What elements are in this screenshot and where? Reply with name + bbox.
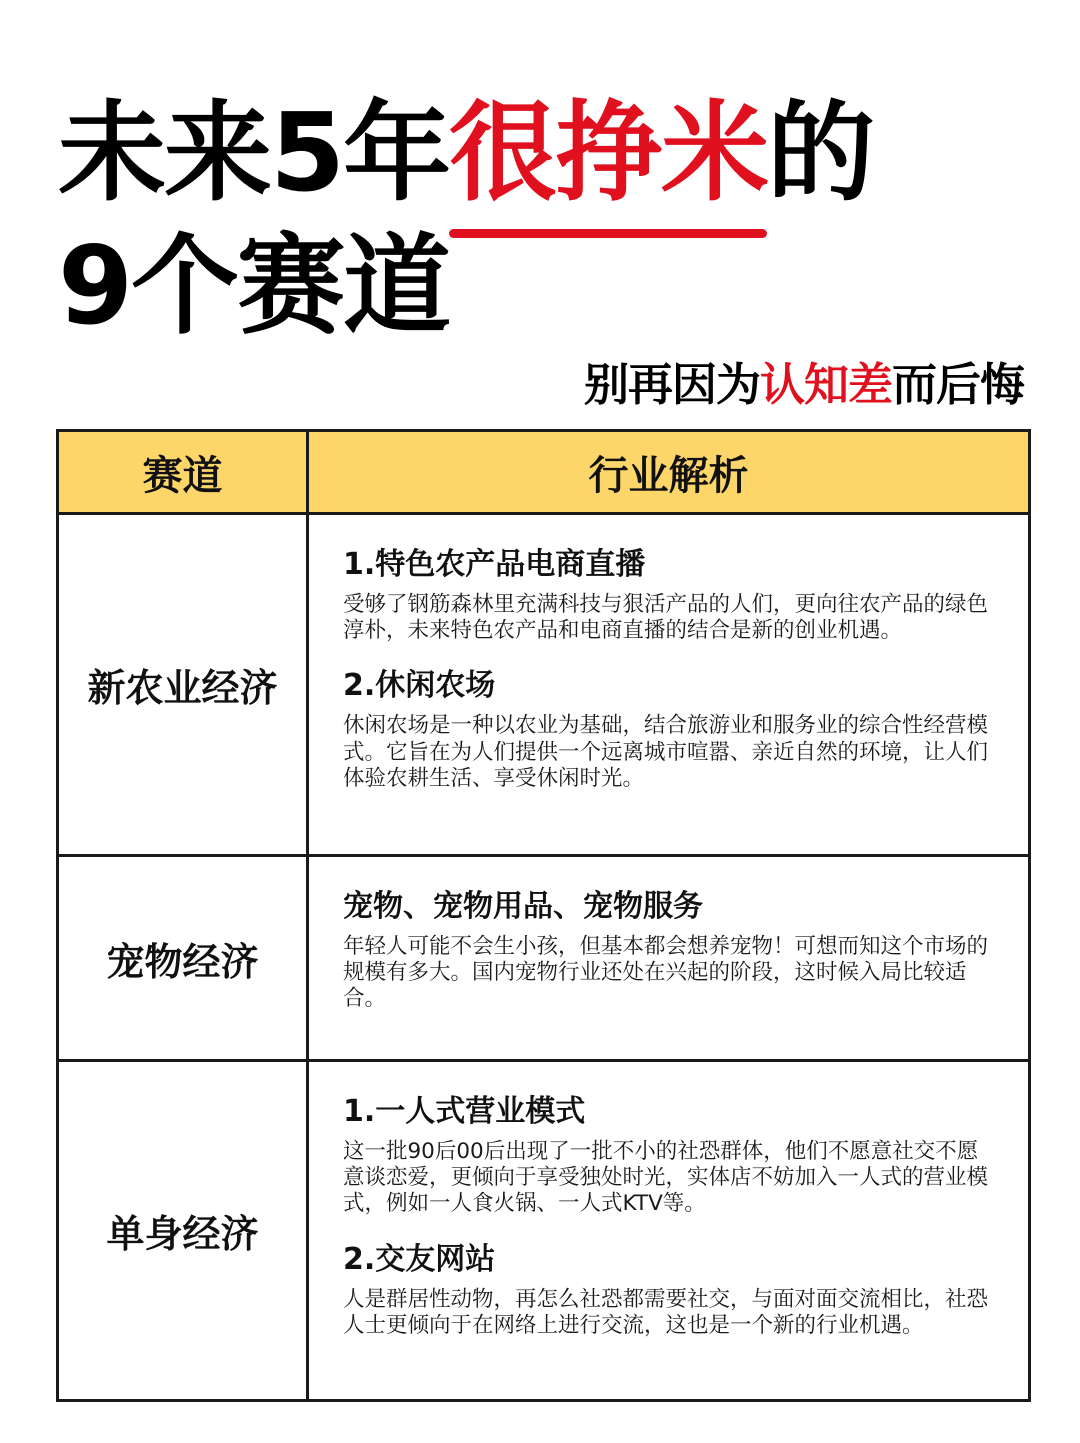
- industry-table: [56, 429, 1031, 1402]
- item-body: 年轻人可能不会生小孩，但基本都会想养宠物！可想而知这个市场的规模有多大。国内宠物行业还处在兴起的阶段，这时候入局比较适合。: [343, 934, 989, 1012]
- item-title: 1.一人式营业模式: [343, 1094, 586, 1129]
- analysis-item: [343, 1092, 996, 1218]
- header-track: 赛道: [58, 431, 308, 514]
- table-row: [58, 1061, 1030, 1401]
- title-prefix: 未来5年: [58, 91, 450, 216]
- item-title: 1.特色农产品电商直播: [343, 547, 646, 582]
- item-body: 这一批90后00后出现了一批不小的社恐群体，他们不愿意社交不愿意谈恋爱，更倾向于享受独处时光，实体店不妨加入一人式的营业模式，例如一人食火锅、一人式KTV等。: [343, 1139, 989, 1217]
- title-highlight-text: 很挣米: [449, 91, 768, 216]
- title-suffix: 的: [767, 91, 874, 216]
- item-body: 休闲农场是一种以农业为基础，结合旅游业和服务业的综合性经营模式。它旨在为人们提供一个远离城市喧嚣、亲近自然的环境，让人们体验农耕生活、享受休闲时光。: [343, 713, 989, 791]
- item-body: 人是群居性动物，再怎么社恐都需要社交，与面对面交流相比，社恐人士更倾向于在网络上进行交流，这也是一个新的行业机遇。: [343, 1286, 989, 1338]
- subtitle: [583, 358, 1024, 411]
- header-analysis: 行业解析: [308, 431, 1030, 514]
- item-body: 受够了钢筋森林里充满科技与狠活产品的人们，更向往农产品的绿色淳朴，未来特色农产品和电商直播的结合是新的创业机遇。: [343, 592, 989, 644]
- analysis-item: [343, 887, 996, 1013]
- subtitle-highlight: 认知差: [759, 358, 892, 411]
- row-analysis: [308, 514, 1030, 856]
- row-analysis: [308, 856, 1030, 1061]
- page-title-line-1: [58, 91, 874, 216]
- row-category: 单身经济: [58, 1061, 308, 1401]
- table-row: [58, 514, 1030, 856]
- highlight-underline: [449, 229, 767, 238]
- subtitle-prefix: 别再因为: [583, 358, 760, 411]
- item-title: 2.交友网站: [343, 1241, 496, 1277]
- row-analysis: [308, 1061, 1030, 1401]
- analysis-item: [343, 666, 996, 792]
- subtitle-suffix: 而后悔: [891, 358, 1024, 411]
- item-title: 2.休闲农场: [343, 668, 496, 704]
- page-title-line-2: 9个赛道: [58, 224, 450, 349]
- table-header-row: [58, 431, 1030, 514]
- analysis-item: [343, 1240, 996, 1339]
- table-row: [58, 856, 1030, 1061]
- row-category: 新农业经济: [58, 514, 308, 856]
- row-category: 宠物经济: [58, 856, 308, 1061]
- analysis-item: [343, 545, 996, 644]
- item-title: 宠物、宠物用品、宠物服务: [343, 889, 703, 924]
- title-highlight: [449, 91, 767, 216]
